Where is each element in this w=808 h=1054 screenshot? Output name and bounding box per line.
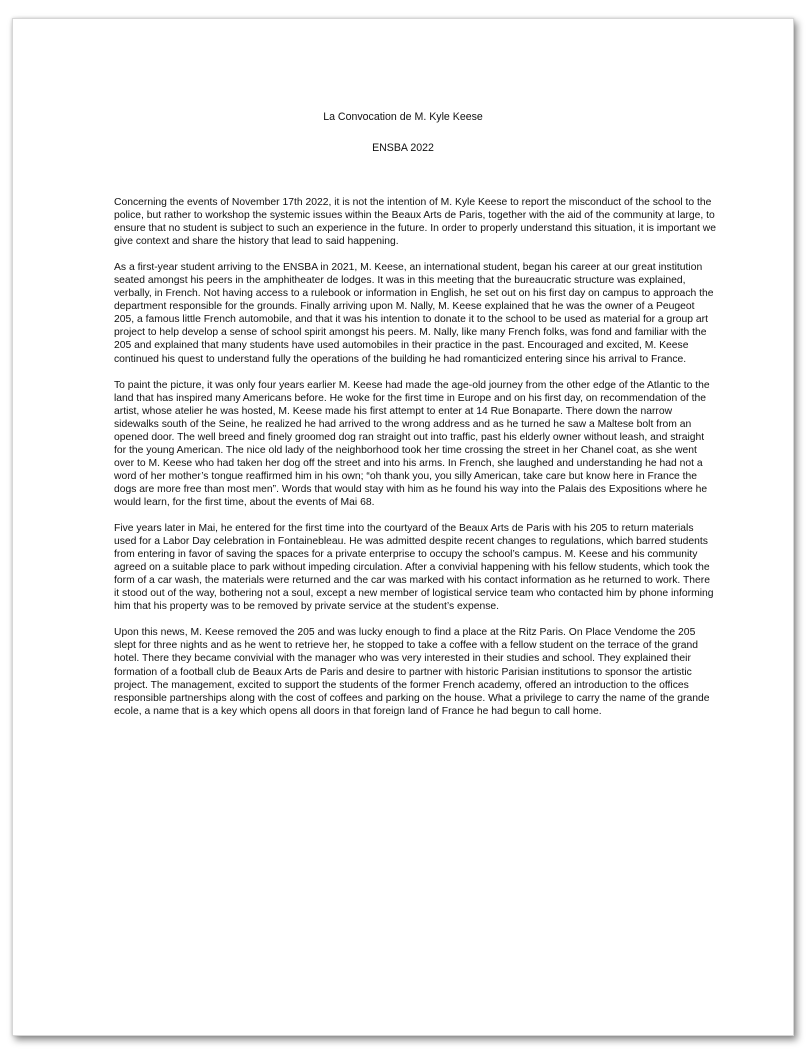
document-title: La Convocation de M. Kyle Keese (323, 111, 483, 123)
paragraph-context: Concerning the events of November 17th 2022, it is not the intention of M. Kyle Keese to report the misconduct of the school to the police, but rather to workshop the systemic issues within the Beaux Arts de Paris, together with the aid of the community at large, to ensure that no student is subject to such an experience in the future. In order to properly understand this situation, it is important we give context and share the history that lead to said happening. (114, 197, 717, 248)
paragraph-first-year: As a first-year student arriving to the ENSBA in 2021, M. Keese, an international student, began his career at our great institution seated amongst his peers in the amphitheater de lodges. It was in this meeting that the bureaucratic structure was explained, verbally, in French. Not having access to a rulebook or information in English, he set out on his first day on campus to approach the department responsible for the grounds. Finally arriving upon M. Nally, M. Keese explained that he was the owner of a Peugeot 205, a famous little French automobile, and that it was his intention to donate it to the school to be used as material for a group art project to help develop a sense of school spirit amongst his peers. M. Nally, like many French folks, was fond and familiar with the 205 and explained that many students have used automobiles in their practice in the past. Encouraged and excited, M. Keese continued his quest to understand fully the operations of the building he had romanticized entering since his arrival to France. (114, 262, 714, 365)
document-body (114, 196, 716, 731)
paragraph-courtyard: Five years later in Mai, he entered for the first time into the courtyard of the Beaux Arts de Paris with his 205 to return materials used for a Labor Day celebration in Fontainebleau. He was admitted despite recent changes to regulations, which barred students from entering in favor of saving the spaces for a private enterprise to occupy the school’s campus. M. Keese and his community agreed on a suitable place to park without impeding circulation. After a convivial happening with his fellow students, which took the form of a car wash, the materials were returned and the car was marked with his contact information as he returned to work. There it stood out of the way, bothering not a soul, except a new member of logistical service team who contacted him by phone informing him that his property was to be removed by private service at the student’s expense. (114, 523, 714, 613)
document-subtitle: ENSBA 2022 (372, 142, 434, 154)
paragraph-arrival: To paint the picture, it was only four years earlier M. Keese had made the age-old journey from the other edge of the Atlantic to the land that has inspired many Americans before. He woke for the first time in Europe and on his first day, on recommendation of the artist, whose atelier he was hosted, M. Keese made his first attempt to enter at 14 Rue Bonaparte. There down the narrow sidewalks south of the Seine, he realized he had arrived to the wrong address and as he turned he saw a Maltese bolt from an opened door. The well breed and finely groomed dog ran straight out into traffic, past his elderly owner without leash, and straight for the young American. The nice old lady of the neighborhood took her time crossing the street in her Chanel coat, as she went over to M. Keese who had taken her dog off the street and into his arms. In French, she laughed and understanding he had not a word of her mother’s tongue reaffirmed him in his own; “oh thank you, you silly American, take care but know here in France the dogs are more free than most men”. Words that would stay with him as he found his way into the Palais des Expositions where he would learn, for the first time, about the events of Mai 68. (114, 379, 710, 508)
document-page (12, 18, 794, 1036)
paragraph-ritz: Upon this news, M. Keese removed the 205 and was lucky enough to find a place at the Ritz Paris. On Place Vendome the 205 slept for three nights and as he went to retrieve her, he stopped to take a coffee with a fellow student on the terrace of the grand hotel. There they became convivial with the manager who was very interested in their studies and school. They explained their formation of a football club de Beaux Arts de Paris and desire to partner with historic Parisian institutions to sponsor the artistic project. The management, excited to support the students of the former French academy, offered an introduction to the offices responsible partnerships along with the cost of coffees and parking on the house. What a privilege to carry the name of the grande ecole, a name that is a key which opens all doors in that foreign land of France he had begun to call home. (114, 627, 710, 717)
